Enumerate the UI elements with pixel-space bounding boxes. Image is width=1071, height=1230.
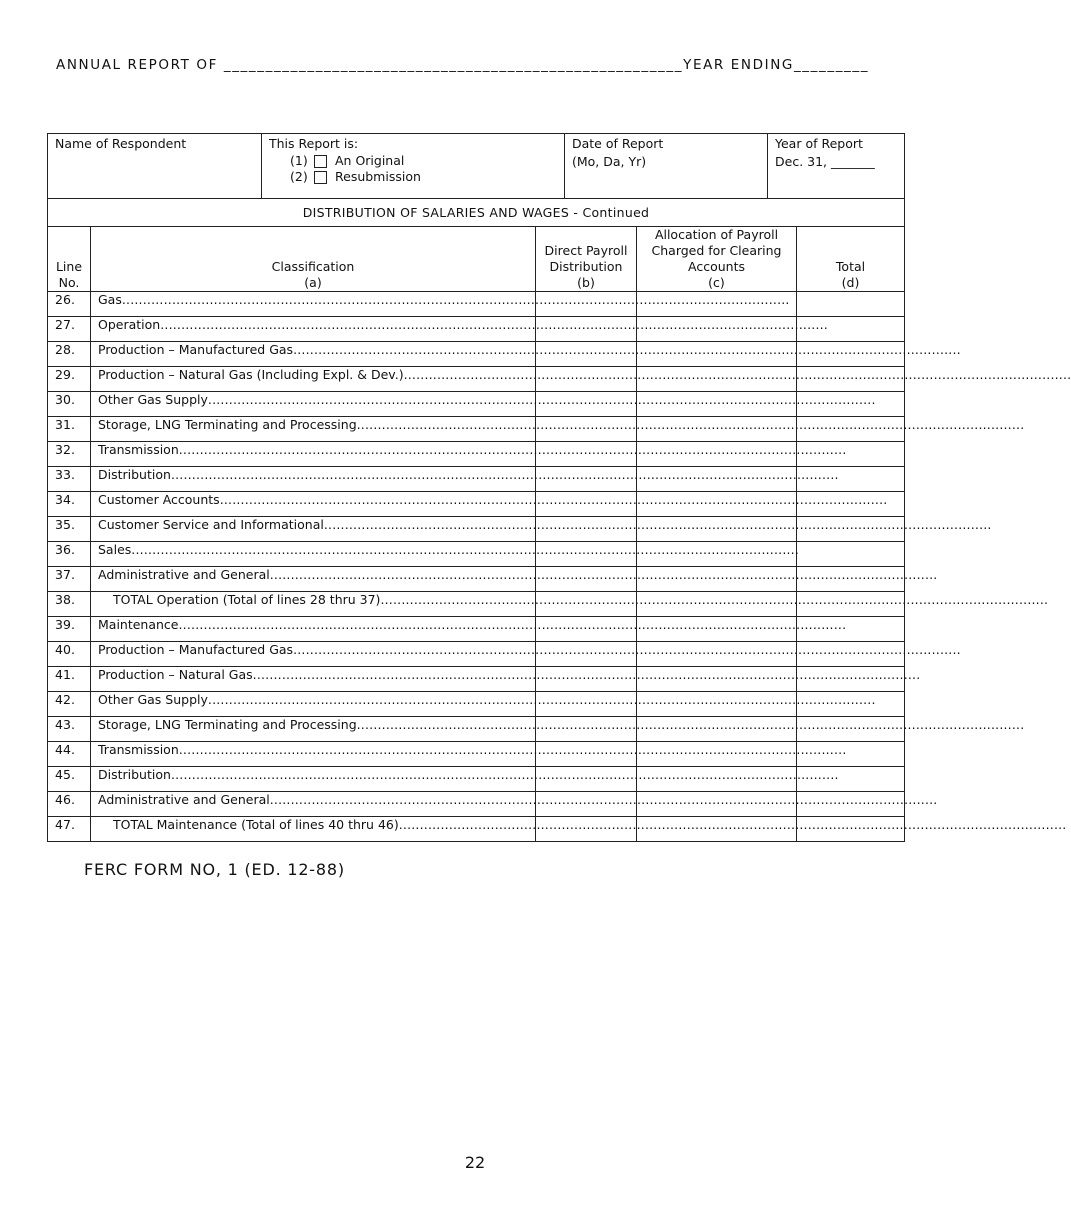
row-label: Administrative and General (98, 792, 270, 807)
row-label: Administrative and General (98, 567, 270, 582)
option-resubmission[interactable] (262, 169, 564, 185)
table-row (48, 642, 905, 667)
option-original-number: (1) (290, 153, 308, 168)
row-label: Maintenance (98, 617, 179, 632)
col-direct-label-1: Direct Payroll (544, 243, 628, 258)
table-title: DISTRIBUTION OF SALARIES AND WAGES - Continued (48, 199, 905, 227)
table-row (48, 792, 905, 817)
col-total-key: (d) (841, 275, 860, 290)
row-line-number: 30. (48, 392, 91, 417)
row-label: Transmission (98, 742, 179, 757)
row-line-number: 40. (48, 642, 91, 667)
row-label: Production – Natural Gas (98, 667, 253, 682)
leader-dots: ................................................................................................................................................................ (178, 442, 847, 457)
report-year-label: Year of Report (775, 136, 863, 151)
row-label: Storage, LNG Terminating and Processing (98, 417, 357, 432)
row-line-number: 29. (48, 367, 91, 392)
row-line-number: 46. (48, 792, 91, 817)
row-classification (91, 642, 961, 667)
leader-dots: ................................................................................................................................................................ (269, 567, 938, 582)
row-classification (91, 592, 1049, 617)
row-line-number: 37. (48, 567, 91, 592)
respondent-info-table (47, 133, 905, 199)
row-classification (91, 767, 839, 792)
row-line-number: 32. (48, 442, 91, 467)
row-classification (91, 392, 876, 417)
table-row (48, 692, 905, 717)
col-alloc-label-3: Accounts (688, 259, 745, 274)
col-line-label-2: No. (58, 275, 80, 290)
row-classification (91, 667, 921, 692)
leader-dots: ................................................................................................................................................................ (293, 342, 961, 357)
leader-dots: ................................................................................................................................................................ (131, 542, 800, 557)
col-alloc-label-2: Charged for Clearing (651, 243, 782, 258)
row-line-number: 34. (48, 492, 91, 517)
report-year-value: Dec. 31, _______ (775, 154, 875, 169)
row-classification (91, 342, 961, 367)
table-row (48, 567, 905, 592)
report-type-label: This Report is: (269, 136, 359, 151)
table-row (48, 717, 905, 742)
row-classification (91, 542, 800, 567)
row-line-number: 38. (48, 592, 91, 617)
table-row (48, 392, 905, 417)
row-label: Transmission (98, 442, 179, 457)
col-classification-key: (a) (304, 275, 322, 290)
option-resubmission-label: Resubmission (335, 169, 421, 184)
leader-dots: ................................................................................................................................................................ (398, 817, 1067, 832)
table-body (48, 292, 1071, 842)
leader-dots: ................................................................................................................................................................ (178, 617, 847, 632)
row-classification (91, 792, 938, 817)
row-line-number: 44. (48, 742, 91, 767)
col-alloc-key: (c) (708, 275, 725, 290)
table-row (48, 417, 905, 442)
leader-dots: ................................................................................................................................................................ (178, 742, 847, 757)
row-label: Customer Accounts (98, 492, 220, 507)
col-line-no (48, 227, 91, 292)
row-label: TOTAL Operation (Total of lines 28 thru 37) (113, 592, 381, 607)
row-label: Operation (98, 317, 161, 332)
col-direct-key: (b) (577, 275, 595, 290)
respondent-name-cell[interactable] (48, 134, 262, 199)
leader-dots: ................................................................................................................................................................ (170, 467, 839, 482)
leader-dots: ................................................................................................................................................................ (380, 592, 1049, 607)
leader-dots: ................................................................................................................................................................ (160, 317, 828, 332)
table-row (48, 467, 905, 492)
col-direct-label-2: Distribution (549, 259, 623, 274)
col-direct-payroll (536, 227, 637, 292)
table-row (48, 317, 905, 342)
row-classification (91, 492, 888, 517)
row-line-number: 36. (48, 542, 91, 567)
row-classification (91, 292, 790, 317)
col-total (797, 227, 905, 292)
row-line-number: 31. (48, 417, 91, 442)
row-label: Distribution (98, 467, 171, 482)
row-classification (91, 467, 839, 492)
table-row (48, 292, 905, 317)
table-row (48, 592, 905, 617)
row-line-number: 26. (48, 292, 91, 317)
table-row (48, 442, 905, 467)
col-total-label: Total (835, 259, 866, 274)
option-original[interactable] (262, 153, 564, 169)
row-label: TOTAL Maintenance (Total of lines 40 thru 46) (113, 817, 399, 832)
row-classification (91, 742, 847, 767)
leader-dots: ................................................................................................................................................................ (356, 417, 1025, 432)
row-classification (91, 617, 847, 642)
row-line-number: 35. (48, 517, 91, 542)
col-classification-label: Classification (271, 259, 355, 274)
row-label: Production – Natural Gas (Including Expl. & Dev.) (98, 367, 404, 382)
leader-dots: ................................................................................................................................................................ (121, 292, 790, 307)
table-row (48, 517, 905, 542)
row-classification (91, 317, 828, 342)
leader-dots: ................................................................................................................................................................ (170, 767, 839, 782)
salaries-wages-table (47, 198, 1071, 842)
row-line-number: 42. (48, 692, 91, 717)
report-date-format: (Mo, Da, Yr) (572, 154, 647, 169)
col-line-label-1: Line (55, 259, 83, 274)
row-label: Other Gas Supply (98, 692, 208, 707)
row-line-number: 39. (48, 617, 91, 642)
leader-dots: ................................................................................................................................................................ (323, 517, 992, 532)
col-allocation (637, 227, 797, 292)
original-checkbox[interactable] (314, 155, 327, 168)
total-cell[interactable] (797, 292, 905, 317)
row-classification (91, 692, 876, 717)
row-label: Gas (98, 292, 122, 307)
row-label: Production – Manufactured Gas (98, 642, 294, 657)
total-cell[interactable] (797, 542, 905, 567)
table-row (48, 767, 905, 792)
row-label: Distribution (98, 767, 171, 782)
row-classification (91, 367, 1071, 392)
table-row (48, 342, 905, 367)
row-label: Other Gas Supply (98, 392, 208, 407)
table-row (48, 667, 905, 692)
report-date-cell[interactable] (565, 134, 768, 199)
option-original-label: An Original (335, 153, 405, 168)
leader-dots: ................................................................................................................................................................ (356, 717, 1025, 732)
option-resubmission-number: (2) (290, 169, 308, 184)
table-row (48, 742, 905, 767)
leader-dots: ................................................................................................................................................................ (269, 792, 938, 807)
row-label: Storage, LNG Terminating and Processing (98, 717, 357, 732)
row-line-number: 41. (48, 667, 91, 692)
leader-dots: ................................................................................................................................................................ (219, 492, 888, 507)
report-type-cell (262, 134, 565, 199)
table-row (48, 492, 905, 517)
row-classification (91, 717, 1025, 742)
table-row (48, 617, 905, 642)
row-classification (91, 517, 992, 542)
resubmission-checkbox[interactable] (314, 171, 327, 184)
leader-dots: ................................................................................................................................................................ (207, 392, 876, 407)
row-classification (91, 817, 1067, 842)
leader-dots: ................................................................................................................................................................ (403, 367, 1071, 382)
row-line-number: 28. (48, 342, 91, 367)
leader-dots: ................................................................................................................................................................ (207, 692, 876, 707)
form-number: FERC FORM NO, 1 (ED. 12-88) (84, 860, 345, 879)
row-line-number: 33. (48, 467, 91, 492)
row-line-number: 45. (48, 767, 91, 792)
row-line-number: 43. (48, 717, 91, 742)
row-line-number: 47. (48, 817, 91, 842)
row-label: Production – Manufactured Gas (98, 342, 294, 357)
col-alloc-label-1: Allocation of Payroll (654, 227, 779, 242)
row-label: Customer Service and Informational (98, 517, 324, 532)
col-classification (91, 227, 536, 292)
row-classification (91, 417, 1025, 442)
table-row (48, 542, 905, 567)
table-row (48, 817, 905, 842)
report-date-label: Date of Report (572, 136, 664, 151)
respondent-name-label: Name of Respondent (55, 136, 187, 151)
page-number: 22 (464, 1153, 486, 1172)
report-year-cell[interactable] (768, 134, 905, 199)
table-row (48, 367, 905, 392)
row-classification (91, 442, 847, 467)
row-classification (91, 567, 938, 592)
annual-report-header: ANNUAL REPORT OF _______________________________________________________YEAR ENDING_________ (56, 57, 870, 73)
row-line-number: 27. (48, 317, 91, 342)
row-label: Sales (98, 542, 132, 557)
leader-dots: ................................................................................................................................................................ (293, 642, 961, 657)
leader-dots: ................................................................................................................................................................ (252, 667, 921, 682)
